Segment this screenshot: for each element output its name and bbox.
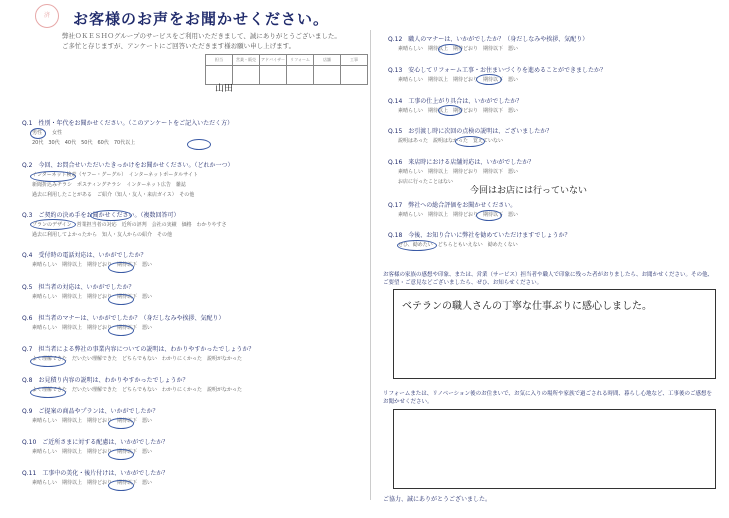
selection-circle [476, 74, 502, 85]
staff-header: 営業・販売 [233, 55, 260, 66]
comment2-label: リフォームまたは、リノベーション後のお住まいで、お気に入りの場所や家族で過ごされる時間、暮らし心地など、工事後のご感想をお聞かせください。 [383, 391, 712, 405]
selection-circle [108, 294, 134, 305]
comment1-box[interactable] [393, 289, 716, 379]
staff-header: 店舗 [314, 55, 341, 66]
answer-options[interactable]: 説明はあった 説明はなかった 覚えていない [398, 138, 503, 144]
answer-options[interactable]: 素晴らしい 期待以上 期待どおり 期待以下 悪い [398, 169, 519, 175]
answer-options[interactable]: プランのデザイン 営業担当者の対応 近所の評判 会社の実績 価格 わかりやすさ [32, 222, 227, 228]
question-text: Q.14 工事の仕上がり具合は、いかがでしたか？ [388, 98, 523, 105]
stamp: 済 [35, 4, 59, 28]
question-text: Q.4 受付時の電話対応は、いかがでしたか？ [22, 252, 147, 259]
selection-circle [30, 171, 76, 182]
question-text: Q.17 弊社への総合評価をお聞かせください。 [388, 202, 517, 209]
staff-header: 工事 [341, 55, 368, 66]
answer-options[interactable]: 過去に利用してよかったから 知人・友人からの紹介 その他 [32, 232, 173, 238]
answer-options[interactable]: 素晴らしい 期待以上 期待どおり 期待以下 悪い [32, 325, 153, 331]
answer-options[interactable]: 素晴らしい 期待以上 期待どおり 期待以下 悪い [32, 449, 153, 455]
answer-options[interactable]: 20代 30代 40代 50代 60代 70代以上 [32, 140, 136, 146]
selection-circle [90, 210, 132, 221]
answer-options[interactable]: 素晴らしい 期待以上 期待どおり 期待以下 悪い [32, 418, 153, 424]
selection-circle [438, 44, 462, 55]
selection-circle [438, 105, 462, 116]
page-title: お客様のお声をお聞かせください。 [73, 10, 330, 28]
question-text: Q.8 お見積り内容の説明は、わかりやすかったでしょうか？ [22, 377, 189, 384]
selection-circle [30, 219, 76, 230]
selection-circle [108, 262, 134, 273]
answer-options[interactable]: よく理解できた だいたい理解できた どちらでもない わかりにくかった 説明がなかった [32, 356, 242, 362]
answer-options[interactable]: 過去に利用したことがある ご紹介（知人・友人・来店ガイス） その他 [32, 192, 195, 198]
question-text: Q.12 職人のマナーは、いかがでしたか？（身だしなみや挨拶、気配り） [388, 36, 589, 43]
comment1-label: お客様の家族の感想や印象、または、営業（サービス）担当者や職人で印象に残った者がおりましたら、お聞かせください。その他、ご要望・ご意見などございましたら、ぜひ、お知らせください。 [383, 272, 714, 286]
answer-options[interactable]: 素晴らしい 期待以上 期待どおり 期待以下 悪い [32, 262, 153, 268]
answer-options[interactable]: 素晴らしい 期待以上 期待どおり 期待以下 悪い [32, 294, 153, 300]
question-text: Q.9 ご提案の商品やプランは、いかがでしたか？ [22, 408, 159, 415]
staff-header: アドバイザー [260, 55, 287, 66]
selection-circle [476, 210, 502, 221]
staff-header: リフォーム [287, 55, 314, 66]
selection-circle [187, 139, 211, 150]
comment1-handwritten: ベテランの職人さんの丁寧な仕事ぶりに感心しました。 [402, 301, 652, 312]
question-text: Q.13 安心してリフォーム工事・お住まいづくりを進めることができましたか？ [388, 67, 606, 74]
answer-options[interactable]: 素晴らしい 期待以上 期待どおり 期待以下 悪い [398, 212, 519, 218]
answer-options[interactable]: 新聞折込みチラシ ポスティングチラシ インターネット広告 雑誌 [32, 182, 186, 188]
selection-circle [108, 418, 134, 429]
answer-options[interactable]: 男性 女性 [32, 130, 63, 136]
staff-header: 担当 [206, 55, 233, 66]
answer-options[interactable]: 素晴らしい 期待以上 期待どおり 期待以下 悪い [398, 46, 519, 52]
selection-circle [108, 480, 134, 491]
question-text: Q.1 性別・年代をお聞かせください。（このアンケートをご記入いただく方） [22, 120, 234, 127]
answer-options[interactable]: ぜひ、勧めたい どちらともいえない 勧めたくない [398, 242, 518, 248]
footer-thanks: ご協力、誠にありがとうございました。 [383, 496, 492, 503]
question-text: Q.15 お引渡し時に次回の点検の説明は、ございましたか？ [388, 128, 553, 135]
selection-circle [30, 128, 46, 139]
column-divider [370, 30, 371, 500]
answer-options[interactable]: 素晴らしい 期待以上 期待どおり 期待以下 悪い [398, 77, 519, 83]
selection-circle [397, 240, 437, 251]
intro-line-1: 弊社ＯＫＥＳＨＯグループのサービスをご利用いただきまして、誠にありがとうございました。 [62, 32, 341, 40]
question-text: Q.3 ご契約の決め手をお聞かせください。（複数回答可） [22, 212, 180, 219]
question-text: Q.2 今回、お問合せいただいたきっかけをお聞かせください。（どれか一つ） [22, 162, 234, 169]
question-text: Q.16 来店時における店舗対応は、いかがでしたか？ [388, 159, 535, 166]
selection-circle [30, 387, 66, 398]
question-text: Q.11 工事中の美化・後片付けは、いかがでしたか？ [22, 470, 169, 477]
answer-options[interactable]: 素晴らしい 期待以上 期待どおり 期待以下 悪い [398, 108, 519, 114]
question-text: Q.10 ご近所さまに対する配慮は、いかがでしたか？ [22, 439, 169, 446]
answer-options[interactable]: インターネット検索（ヤフー・グーグル） インターネットポータルサイト [32, 172, 198, 178]
q16-handwritten-note: 今回はお店には行っていない [470, 186, 588, 196]
selection-circle [108, 325, 134, 336]
intro-line-2: ご多忙と存じますが、アンケートにご回答いただきます様お願い申し上げます。 [62, 42, 296, 50]
selection-circle [30, 356, 66, 367]
question-text: Q.5 担当者の対応は、いかがでしたか？ [22, 284, 135, 291]
question-text: Q.18 今後、お知り合いに弊社を勧めていただけますでしょうか？ [388, 232, 571, 239]
question-text: Q.6 担当者のマナーは、いかがでしたか？（身だしなみや挨拶、気配り） [22, 315, 225, 322]
answer-options[interactable]: お店に行ったことはない [398, 179, 454, 185]
answer-options[interactable]: よく理解できた だいたい理解できた どちらでもない わかりにくかった 説明がなかった [32, 387, 242, 393]
question-text: Q.7 担当者による弊社の事業内容についての説明は、わかりやすかったでしょうか？ [22, 346, 255, 353]
comment2-box[interactable] [393, 409, 716, 489]
customer-name: 山田 [215, 84, 234, 94]
answer-options[interactable]: 素晴らしい 期待以上 期待どおり 期待以下 悪い [32, 480, 153, 486]
selection-circle [455, 136, 485, 147]
selection-circle [108, 449, 134, 460]
